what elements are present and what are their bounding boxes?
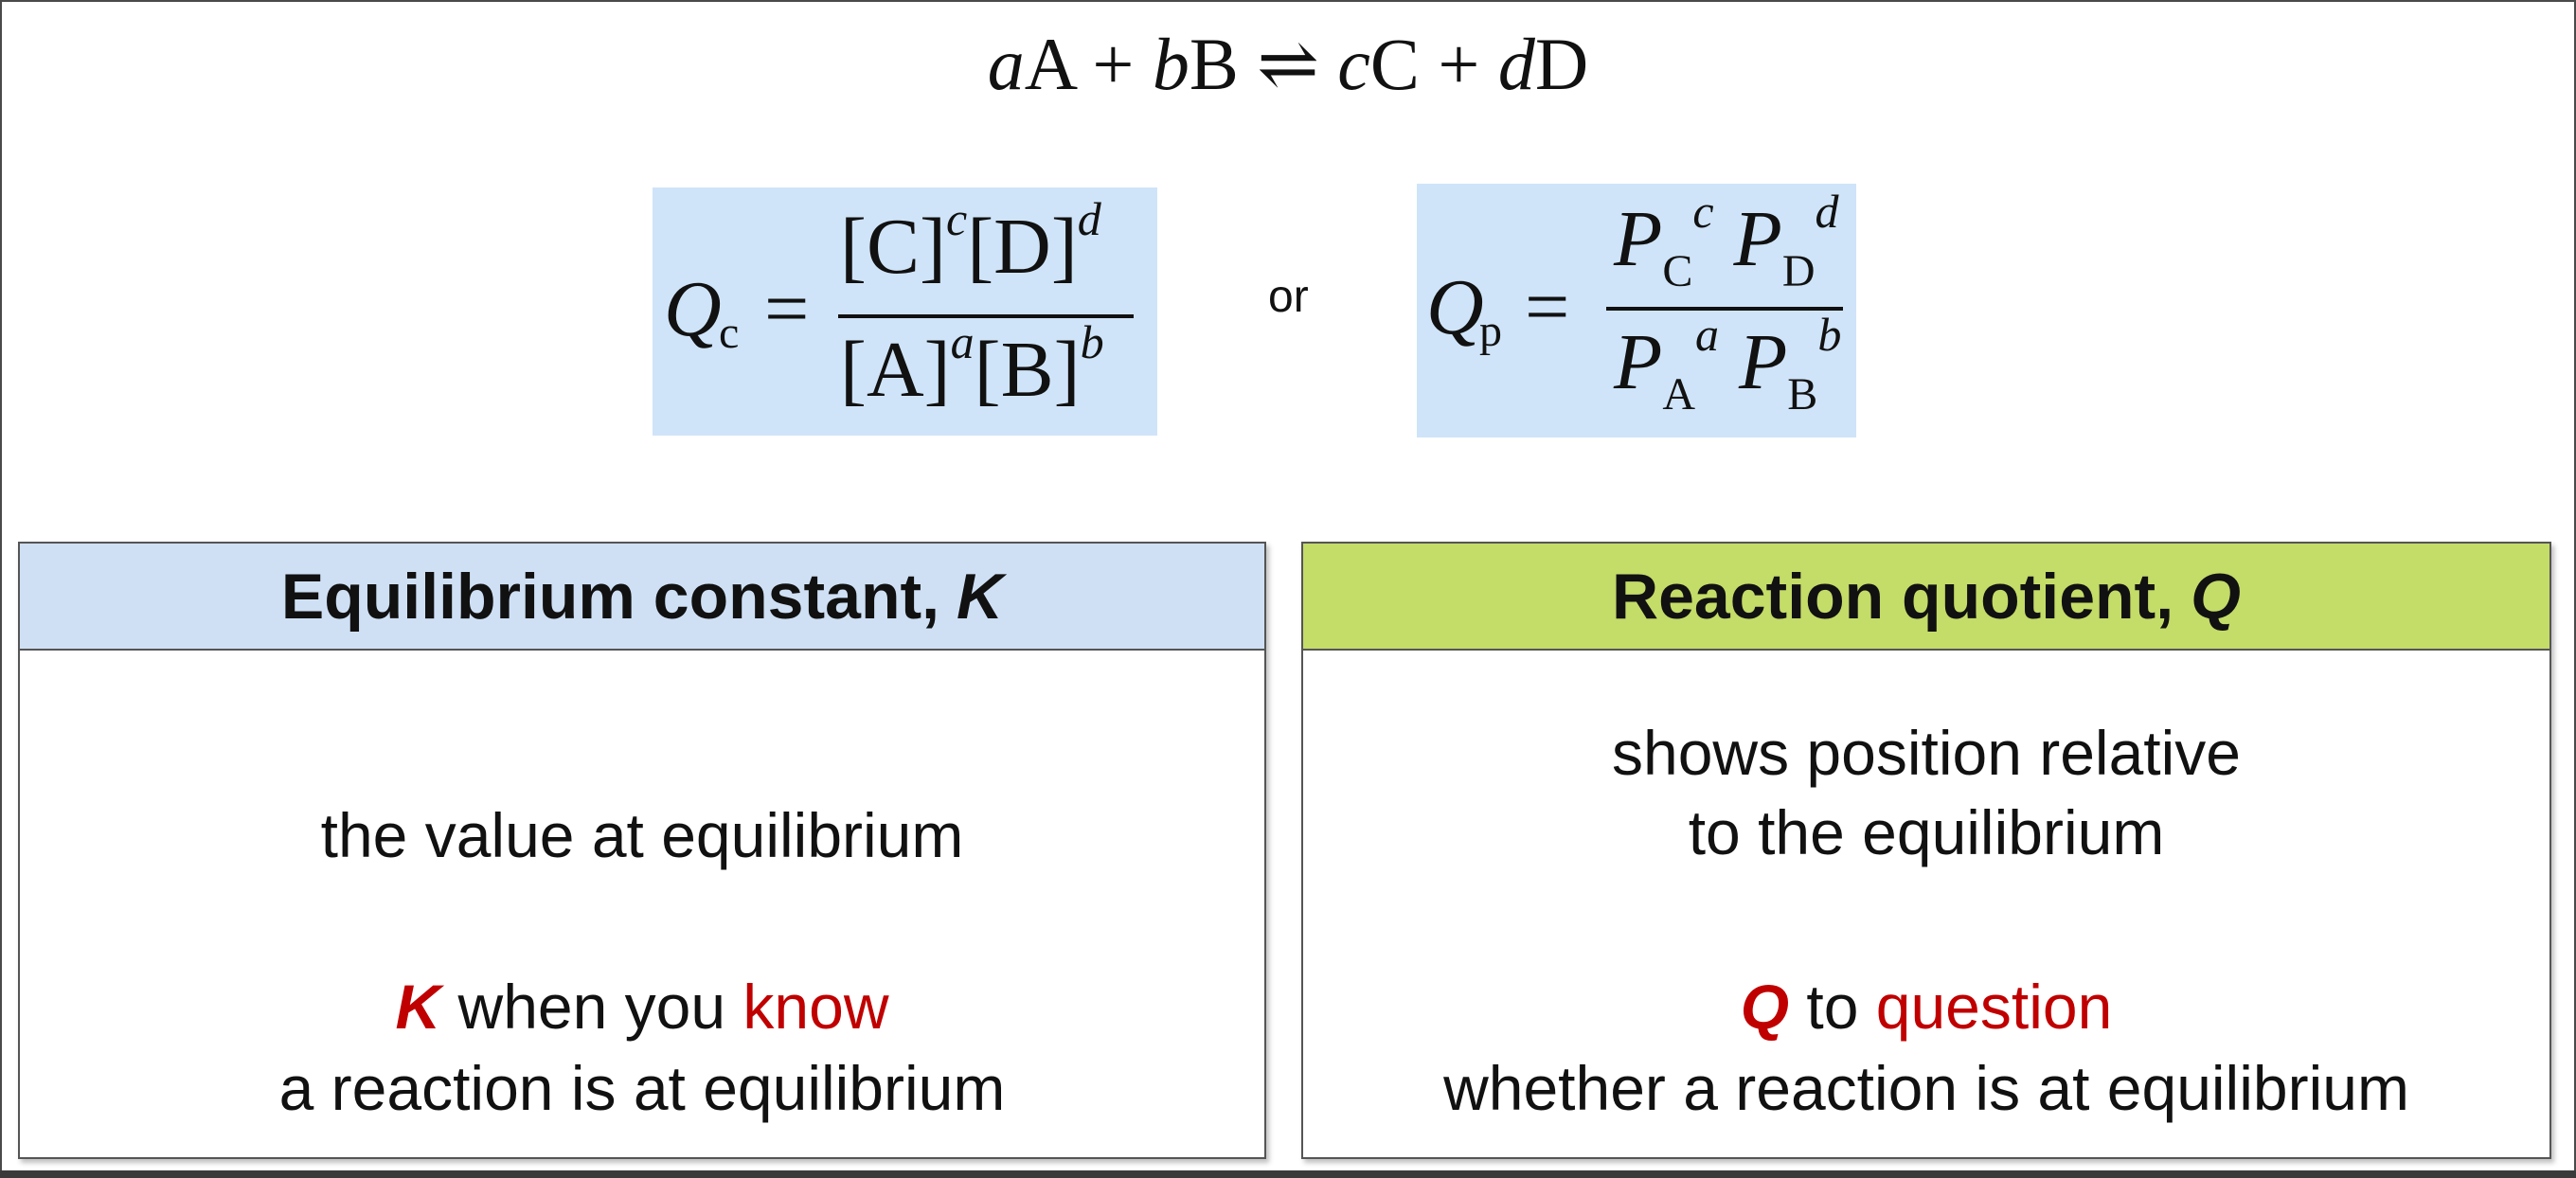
or-label: or: [1268, 272, 1309, 322]
reaction-equation: aA + bB ⇌ cC + dD: [987, 23, 1589, 105]
qc-subscript: c: [719, 308, 740, 358]
equilibrium-arrow: ⇌: [1257, 23, 1319, 105]
qp-equals: =: [1525, 263, 1570, 351]
qp-formula-box: [1417, 184, 1856, 437]
qc-denominator: $[A]^a[B]^b$: [840, 315, 1104, 414]
qp-symbol: Q: [1426, 263, 1484, 351]
reaction-quotient-description: shows position relative to the equilibrium: [1612, 718, 2241, 867]
equilibrium-constant-description: the value at equilibrium: [320, 800, 964, 870]
qc-equals: =: [764, 265, 810, 353]
qp-subscript: p: [1479, 306, 1502, 356]
equilibrium-constant-mnemonic: K when you know a reaction is at equilibrium: [278, 972, 1006, 1123]
reaction-quotient-mnemonic: Q to question whether a reaction is at equilibrium: [1443, 972, 2409, 1123]
reaction-quotient-panel: [1301, 542, 2551, 1159]
equilibrium-constant-panel: [18, 542, 1266, 1159]
bottom-border: [0, 1170, 2576, 1178]
qc-formula-box: [653, 187, 1157, 436]
equilibrium-constant-header: Equilibrium constant, K: [20, 544, 1264, 651]
qc-symbol: Q: [664, 265, 722, 353]
reaction-quotient-header: Reaction quotient, Q: [1303, 544, 2549, 651]
qp-fraction-bar: [1606, 307, 1843, 311]
qp-denominator: $P_A^a$ $P_B^b$: [1614, 308, 1842, 419]
qp-numerator: $P_C^c$ $P_D^d$: [1614, 185, 1839, 296]
qc-numerator: $[C]^c[D]^d$: [840, 192, 1101, 291]
